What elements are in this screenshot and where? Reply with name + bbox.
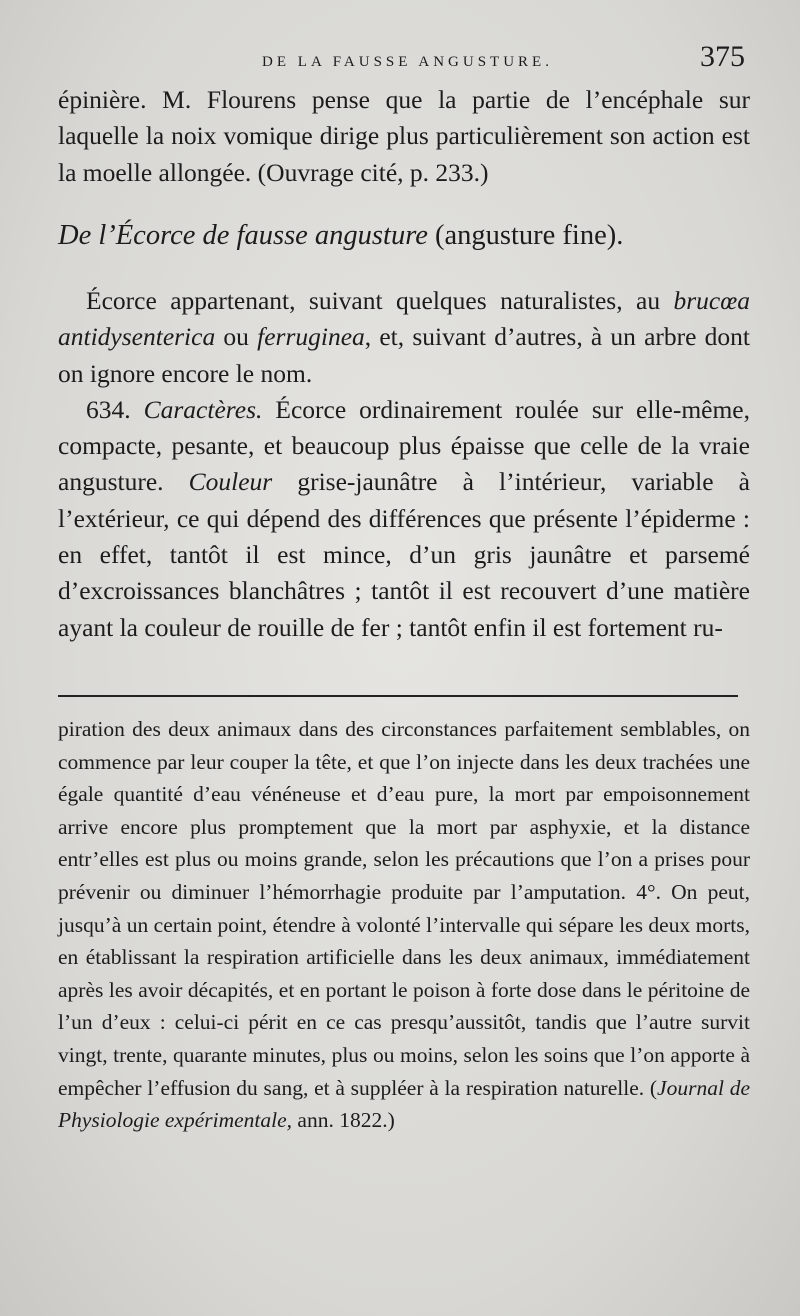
- text-run: 634.: [86, 394, 144, 424]
- text-run: Écorce appartenant, suivant quelques naturalistes, au: [86, 286, 674, 315]
- section-paragraph: [58, 392, 750, 646]
- running-head: [60, 40, 755, 80]
- italic-run: Couleur: [188, 467, 273, 497]
- text-run: Écorce ordinairement roulée sur elle-même, compacte, pesante, et beaucoup plus épaisse que celle de la vraie angusture.: [58, 394, 751, 497]
- page-number: 375: [700, 40, 745, 73]
- italic-run: ferruginea: [257, 322, 365, 352]
- section-heading-roman: (angusture fine).: [435, 220, 624, 251]
- text-run: ou: [215, 322, 258, 352]
- footnote: [58, 713, 750, 1137]
- italic-run: Caractères.: [143, 394, 263, 424]
- italic-run: brucœa antidysenterica: [58, 286, 750, 352]
- text-run: grise-jaunâtre à l’intérieur, variable à l’extérieur, ce qui dépend des différences que présente l’épiderme : en effet, tantôt il est mince, d’un gris jaunâtre et parsemé d’excroissances blanchâtres ; tantôt il est recouvert d’une matière ayant la couleur de rouille de fer ; tantôt enfin il est fortement ru-: [58, 467, 750, 642]
- footnote-text: [58, 713, 750, 1137]
- section-heading: [58, 216, 750, 256]
- section-paragraph: [58, 283, 750, 392]
- text-run: , et, suivant d’autres, à un arbre dont on ignore encore le nom.: [58, 322, 751, 388]
- section-heading-italic: De l’Écorce de fausse angusture: [58, 220, 428, 251]
- text-run: piration des deux animaux dans des circonstances parfaitement semblables, on commence par leur couper la tête, et que l’on injecte dans les deux trachées une égale quantité d’eau vénéneuse et d’eau pure, la mort par empoisonnement arrive encore plus promptement que la mort par asphyxie, et la distance entr’elles est plus ou moins grande, selon les précautions que l’on a prises pour prévenir ou diminuer l’hémorrhagie produite par l’amputation. 4°. On peut, jusqu’à un certain point, étendre à volonté l’intervalle qui sépare les deux morts, en établissant la respiration artificielle dans les deux animaux, immédiatement après les avoir décapités, et en portant le poison à forte dose dans le péritoine de l’un d’eux : celui-ci périt en ce cas presqu’aussitôt, tandis que l’autre survit vingt, trente, quarante minutes, plus ou moins, selon les soins que l’on apporte à empêcher l’effusion du sang, et à suppléer à la respiration naturelle. (: [58, 717, 750, 1100]
- section-body: [58, 283, 750, 646]
- text-run: ann. 1822.): [292, 1108, 395, 1133]
- paragraph-text: épinière. M. Flourens pense que la partie de l’encéphale sur laquelle la noix vomique dirige plus particulièrement son action est la moelle allongée. (Ouvrage cité, p. 233.): [58, 85, 750, 187]
- footnote-divider: [58, 695, 738, 697]
- running-head-title: DE LA FAUSSE ANGUSTURE.: [262, 54, 553, 70]
- italic-run: Journal de Physiologie expérimentale,: [58, 1075, 750, 1133]
- continued-paragraph: [58, 82, 750, 191]
